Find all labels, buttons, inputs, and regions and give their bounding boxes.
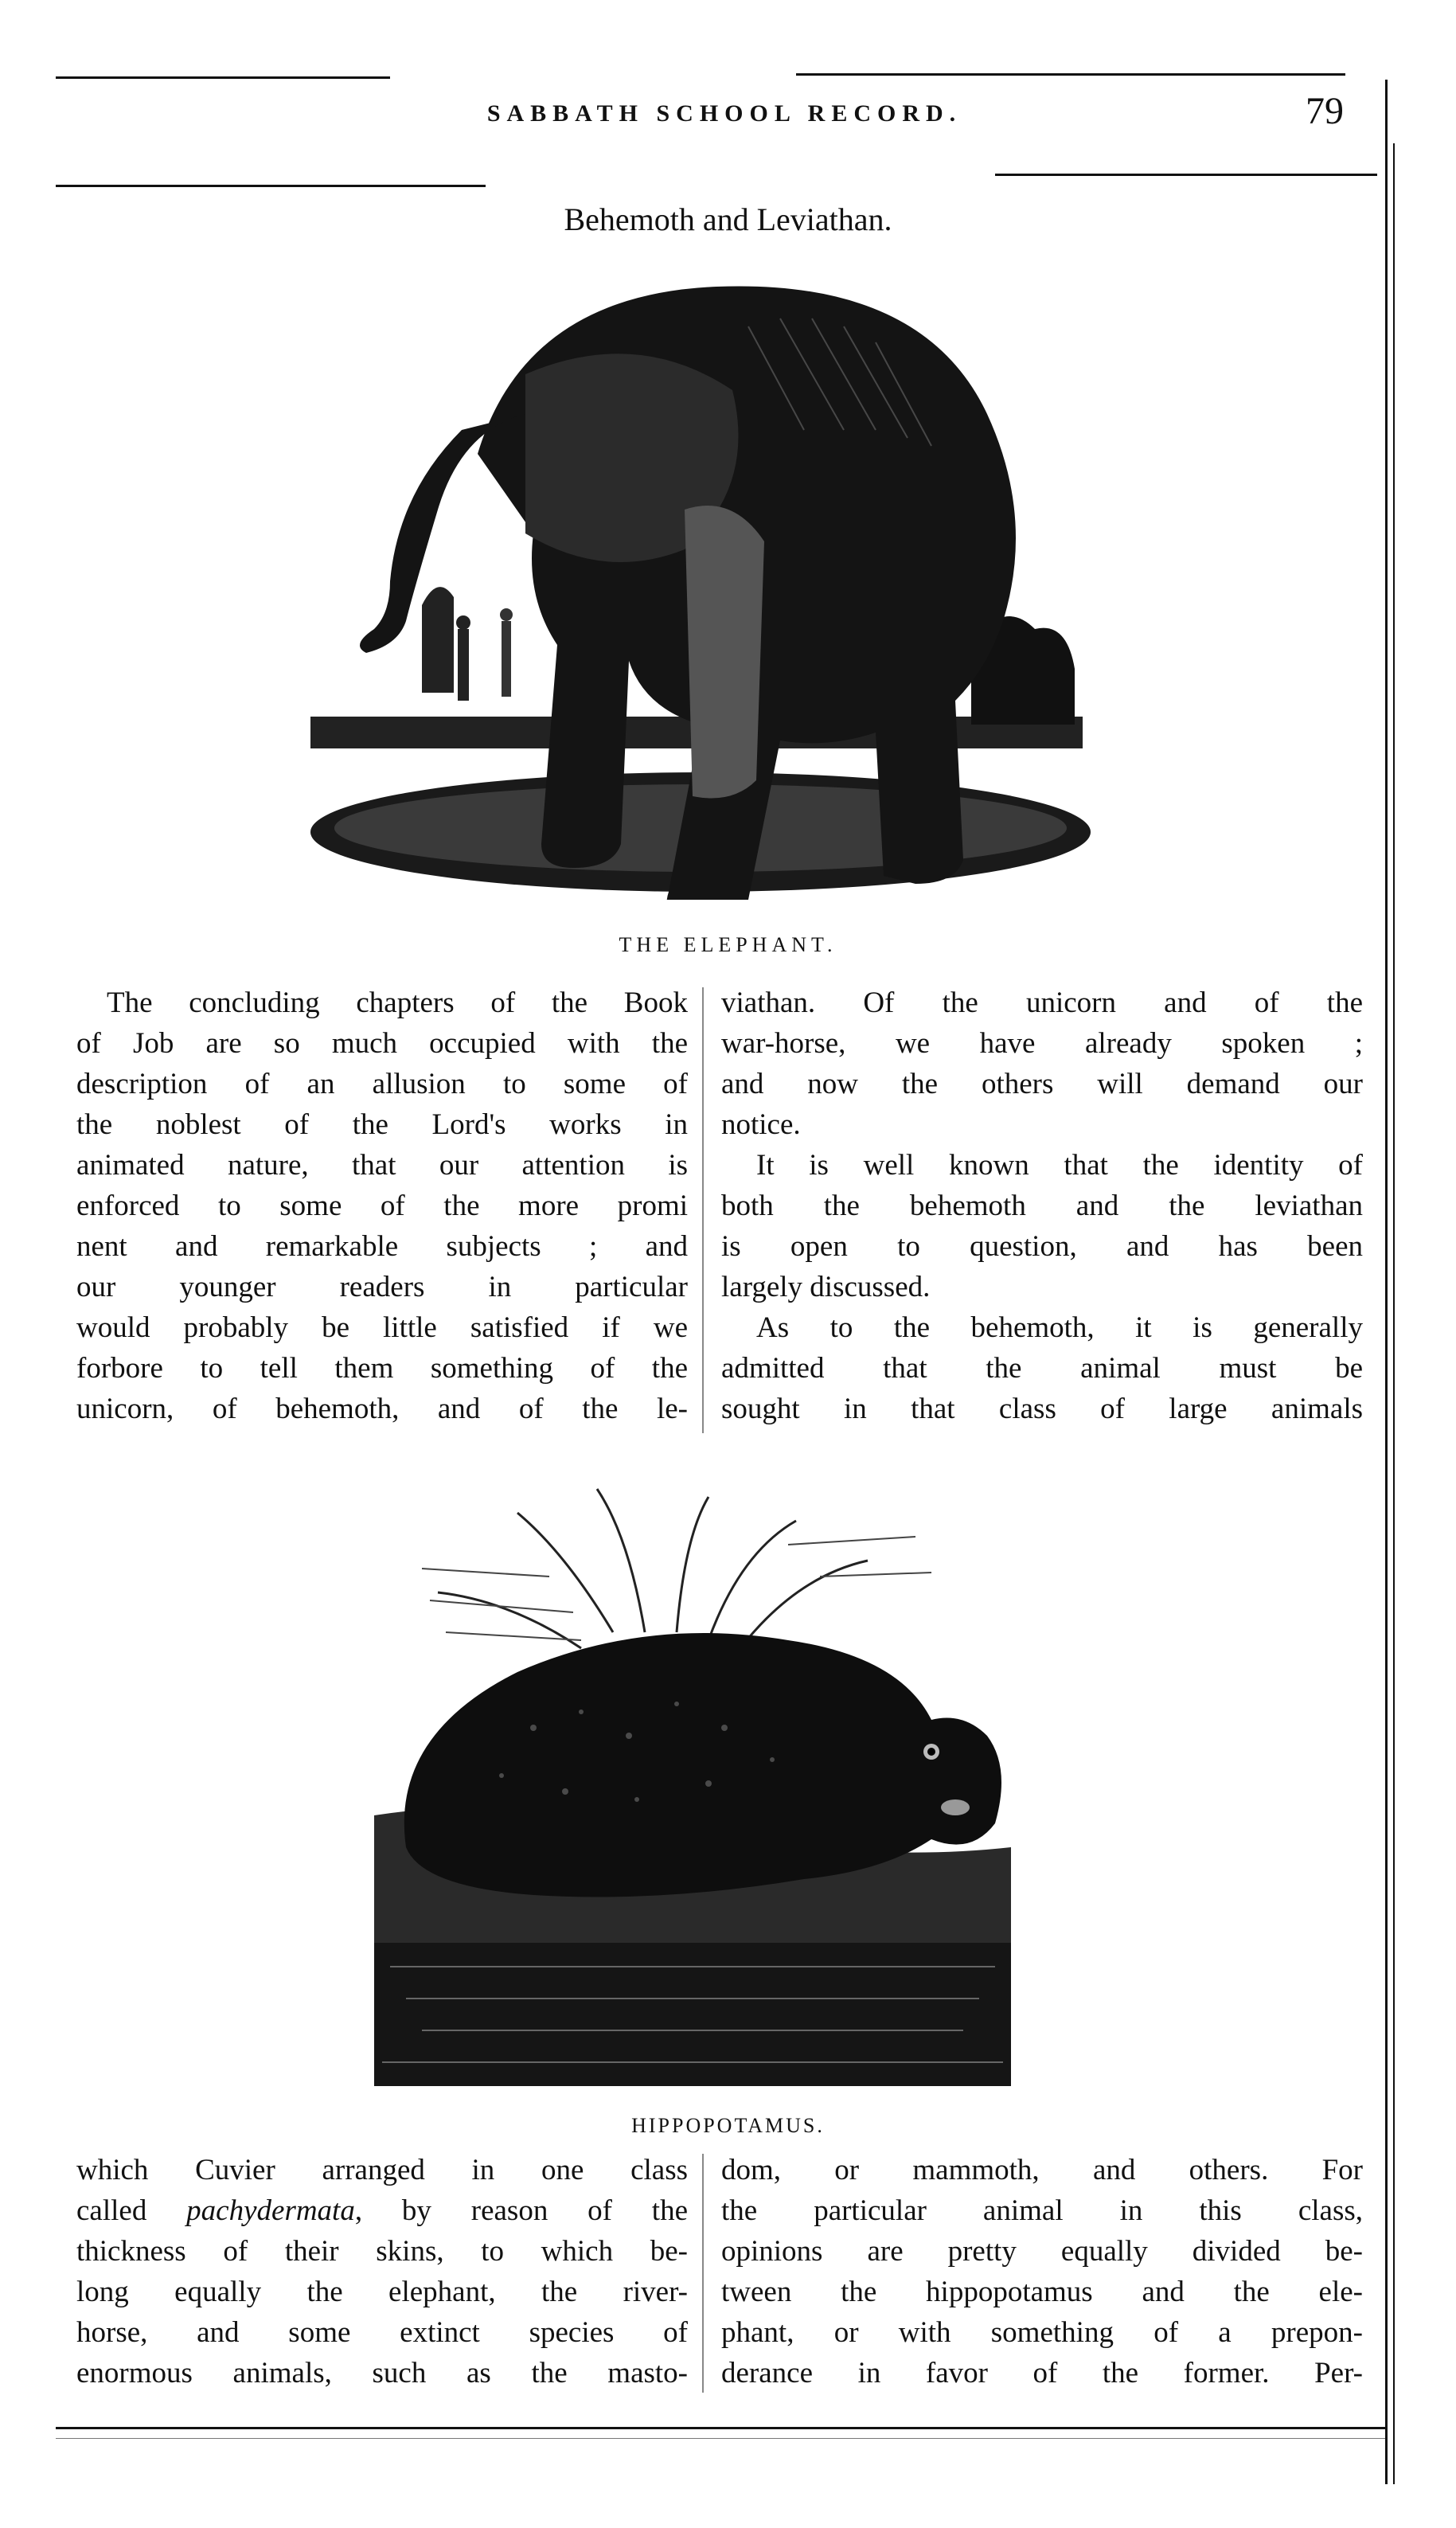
text-line: unicorn, of behemoth, and of the le- — [76, 1393, 688, 1425]
text-line: called pachydermata, by reason of the — [76, 2194, 689, 2227]
header-underline-left — [56, 185, 486, 187]
text-line: of Job are so much occupied with the — [76, 1027, 688, 1060]
section2-left-column — [76, 2150, 688, 2393]
text-line: long equally the elephant, the river- — [76, 2276, 688, 2308]
text-line: enforced to some of the more promi — [76, 1190, 688, 1222]
text-line: thickness of their skins, to which be- — [76, 2235, 688, 2268]
text-line: notice. — [721, 1108, 801, 1141]
hippopotamus-caption: HIPPOPOTAMUS. — [631, 2114, 825, 2137]
top-rule-left — [56, 76, 390, 79]
running-title: SABBATH SCHOOL RECORD. — [486, 100, 962, 127]
italic-term: pachydermata — [186, 2194, 355, 2227]
hippopotamus-illustration — [374, 1473, 1011, 2094]
elephant-illustration — [287, 271, 1114, 900]
text-line: would probably be little satisfied if we — [76, 1311, 688, 1344]
column-divider — [702, 987, 704, 1433]
text-line: derance in favor of the former. Per- — [721, 2357, 1363, 2389]
text-line: both the behemoth and the leviathan — [721, 1190, 1363, 1222]
text-line: The concluding chapters of the Book — [107, 987, 688, 1019]
text-line: the noblest of the Lord's works in — [76, 1108, 688, 1141]
section1-left-column — [76, 983, 688, 1429]
text-line: It is well known that the identity of — [756, 1149, 1363, 1182]
text-line: forbore to tell them something of the — [76, 1352, 688, 1385]
text-line: and now the others will demand our — [721, 1068, 1363, 1100]
top-rule-right — [796, 73, 1345, 76]
text-line: viathan. Of the unicorn and of the — [721, 987, 1363, 1019]
text-line: description of an allusion to some of — [76, 1068, 688, 1100]
text-line: dom, or mammoth, and others. For — [721, 2154, 1363, 2186]
text-line: which Cuvier arranged in one class — [76, 2154, 688, 2186]
section2-right-column — [721, 2150, 1363, 2393]
text-line: tween the hippopotamus and the ele- — [721, 2276, 1363, 2308]
text-line: nent and remarkable subjects ; and — [76, 1230, 688, 1263]
text-line: largely discussed. — [721, 1271, 931, 1303]
text-line: admitted that the animal must be — [721, 1352, 1363, 1385]
text-line: the particular animal in this class, — [721, 2194, 1363, 2227]
elephant-caption: THE ELEPHANT. — [619, 933, 837, 956]
section1-right-column — [721, 983, 1363, 1429]
text-line: our younger readers in particular — [76, 1271, 688, 1303]
header-underline-right — [995, 174, 1377, 176]
text-line: enormous animals, such as the masto- — [76, 2357, 688, 2389]
bottom-rule — [56, 2427, 1385, 2429]
column-divider — [702, 2154, 704, 2393]
text-line: horse, and some extinct species of — [76, 2316, 688, 2349]
text-line: opinions are pretty equally divided be- — [721, 2235, 1363, 2268]
text-line: war-horse, we have already spoken ; — [721, 1027, 1363, 1060]
bottom-rule-thin — [56, 2438, 1385, 2439]
page-number: 79 — [1306, 90, 1344, 132]
text-line: phant, or with something of a prepon- — [721, 2316, 1363, 2349]
text-line: is open to question, and has been — [721, 1230, 1363, 1263]
text-line: sought in that class of large animals — [721, 1393, 1363, 1425]
text-line: As to the behemoth, it is generally — [756, 1311, 1363, 1344]
article-title: Behemoth and Leviathan. — [564, 201, 892, 237]
text-line: animated nature, that our attention is — [76, 1149, 688, 1182]
